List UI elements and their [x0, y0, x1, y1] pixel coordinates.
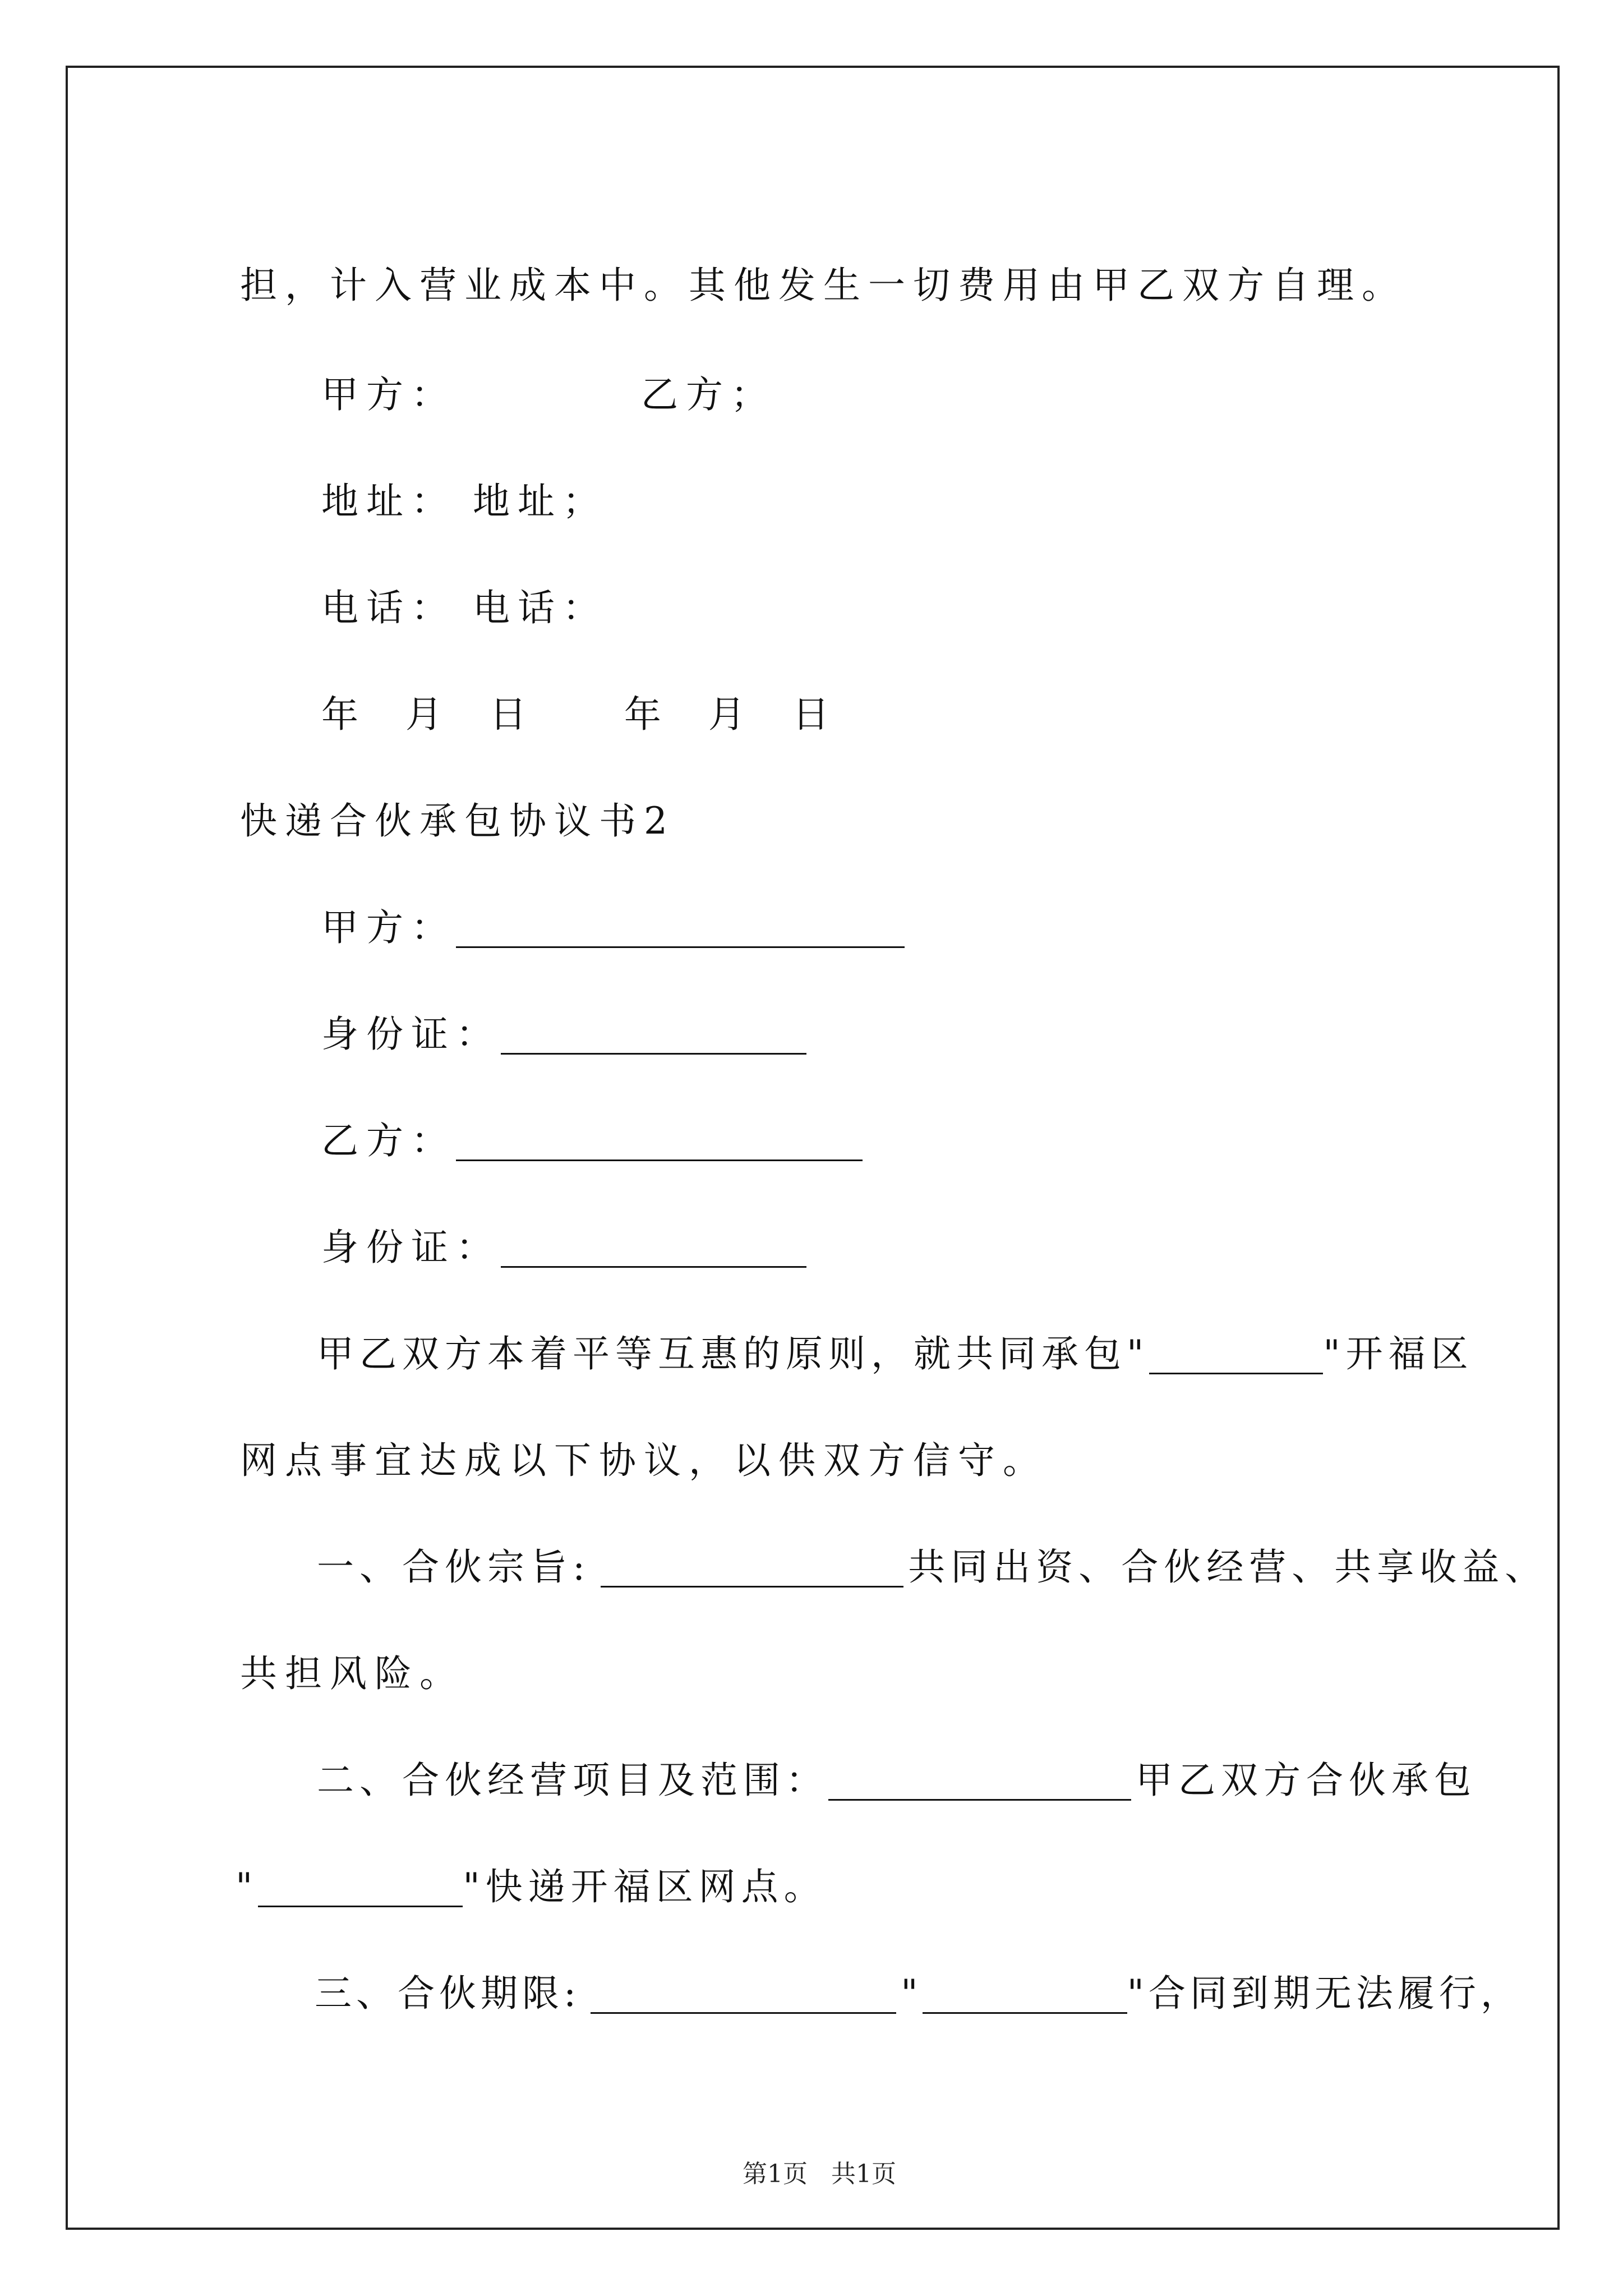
intro-blank	[1149, 1336, 1323, 1374]
clause-3-text: "合同到期无法履行，	[1127, 1972, 1522, 2015]
title-text: 快递合伙承包协议书2	[239, 799, 675, 843]
clause-1-label: 一、合伙宗旨:	[316, 1545, 591, 1589]
clause-3	[282, 1938, 1522, 2014]
party-b-label: 乙方：	[321, 1119, 456, 1162]
signature-date-row	[282, 659, 837, 736]
party-b-field	[282, 1085, 868, 1161]
phone-a-label: 电话：	[321, 586, 456, 629]
id-card-b-field	[282, 1192, 812, 1268]
phone-b-label: 电话：	[472, 586, 607, 629]
id-card-a-blank	[501, 1016, 806, 1055]
clause-3-quote-open: "	[901, 1972, 923, 2015]
signature-party-row	[282, 339, 776, 416]
clause-2-line2	[201, 1832, 827, 1907]
id-card-a-label: 身份证：	[321, 1013, 501, 1056]
clause-2-line2-blank	[258, 1869, 463, 1907]
clause-2-text: 甲乙双方合伙承包	[1135, 1759, 1477, 1802]
clause-3-blank-2	[923, 1975, 1127, 2014]
document-title	[201, 766, 675, 843]
clause-1-text: 共同出资、合伙经营、共享收益、	[908, 1545, 1548, 1589]
signature-address-row	[282, 446, 607, 523]
clause-1-line2	[201, 1618, 464, 1695]
intro-text-end: "开福区	[1323, 1332, 1474, 1375]
party-a-label: 甲方：	[321, 373, 456, 416]
clause-2-text-line2: "快递开福区网点。	[463, 1865, 827, 1908]
party-a-label: 甲方：	[321, 906, 456, 949]
page-number: 第1页 共1页	[743, 2160, 896, 2188]
clause-1-text-line2: 共担风险。	[239, 1652, 464, 1695]
clause-3-blank-1	[591, 1975, 896, 2014]
page-footer	[0, 2137, 1623, 2187]
intro-text-start: 甲乙双方本着平等互惠的原则，就共同承包"	[316, 1332, 1150, 1375]
party-a-blank	[456, 909, 905, 948]
id-card-b-label: 身份证：	[321, 1226, 501, 1269]
clause-2-label: 二、合伙经营项目及范围：	[316, 1759, 828, 1802]
address-a-label: 地址：	[321, 480, 456, 523]
paragraph-continuation	[201, 230, 1407, 307]
clause-2-blank	[828, 1762, 1131, 1801]
party-a-field	[282, 872, 910, 948]
text-line: 担，计入营业成本中。其他发生一切费用由甲乙双方自理。	[239, 264, 1407, 307]
date-a: 年 月 日	[321, 693, 534, 736]
clause-2-quote-open: "	[235, 1865, 259, 1908]
clause-2	[282, 1725, 1477, 1801]
signature-phone-row	[282, 553, 607, 627]
party-b-label: 乙方；	[640, 373, 776, 416]
party-b-blank	[456, 1122, 863, 1161]
intro-text-line2: 网点事宜达成以下协议，以供双方信守。	[239, 1439, 1048, 1482]
id-card-a-field	[282, 979, 812, 1055]
clause-1-blank	[601, 1549, 903, 1588]
date-b: 年 月 日	[624, 693, 837, 736]
paragraph-intro-line2	[201, 1405, 1048, 1482]
id-card-b-blank	[501, 1229, 806, 1268]
clause-1	[282, 1512, 1547, 1588]
clause-3-label: 三、合伙期限:	[314, 1972, 581, 2015]
paragraph-intro	[282, 1299, 1474, 1374]
address-b-label: 地址；	[472, 480, 607, 523]
